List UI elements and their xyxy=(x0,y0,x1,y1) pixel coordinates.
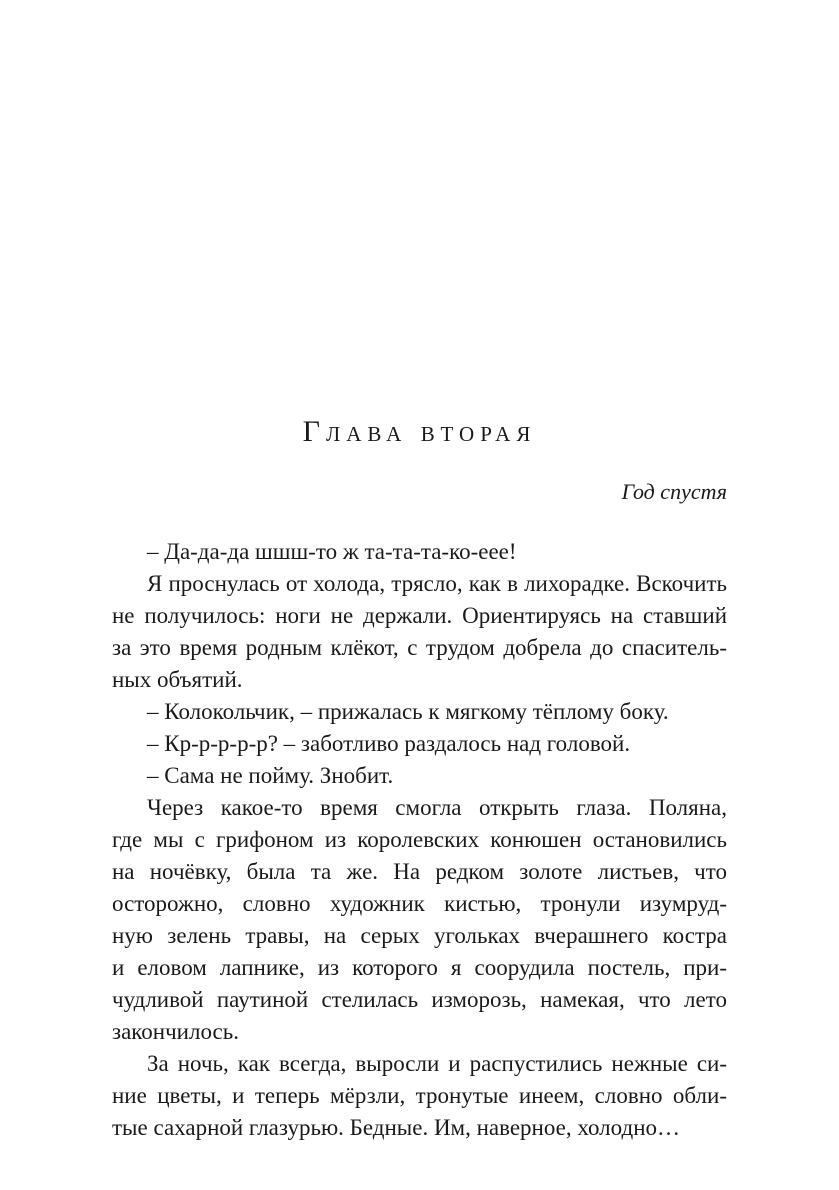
text-line: – Сама не пойму. Знобит. xyxy=(147,763,394,788)
text-line: где мы с грифоном из королевских конюшен остановились xyxy=(112,827,727,852)
text-line: за это время родным клёкот, с трудом добрела до спаситель- xyxy=(112,635,727,660)
body-text xyxy=(112,536,727,1144)
text-line: Через какое-то время смогла открыть глаза. Поляна, xyxy=(147,795,727,820)
text-line: и еловом лапнике, из которого я соорудила постель, при- xyxy=(112,955,727,980)
text-line: За ночь, как всегда, выросли и распустились нежные си- xyxy=(147,1051,727,1076)
text-line: ных объятий. xyxy=(112,667,243,692)
text-line: осторожно, словно художник кистью, тронули изумруд- xyxy=(112,891,727,916)
text-line: ную зелень травы, на серых угольках вчерашнего костра xyxy=(112,923,727,948)
text-line: на ночёвку, была та же. На редком золоте листьев, что xyxy=(112,859,727,884)
text-line: Я проснулась от холода, трясло, как в лихорадке. Вскочить xyxy=(147,571,727,596)
text-line: – Да-да-да шшш-то ж та-та-та-ко-еее! xyxy=(147,539,517,564)
text-line: – Кр-р-р-р-р? – заботливо раздалось над головой. xyxy=(147,731,631,756)
text-line: – Колокольчик, – прижалась к мягкому тёплому боку. xyxy=(147,699,669,724)
text-line: чудливой паутиной стелилась изморозь, намекая, что лето xyxy=(112,987,727,1012)
text-line: закончилось. xyxy=(112,1019,239,1044)
text-line: ние цветы, и теперь мёрзли, тронутые инеем, словно обли- xyxy=(112,1083,727,1108)
chapter-epigraph: Год спустя xyxy=(621,479,727,504)
text-line: не получилось: ноги не держали. Ориентируясь на ставший xyxy=(112,603,727,628)
text-line: тые сахарной глазурью. Бедные. Им, наверное, холодно… xyxy=(112,1115,681,1140)
chapter-title: Глава вторая xyxy=(302,415,537,448)
